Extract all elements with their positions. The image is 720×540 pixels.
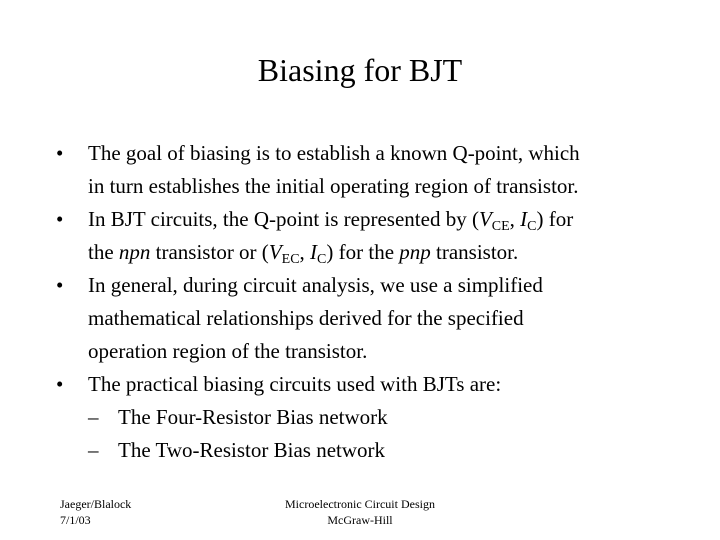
footer-book	[0, 496, 720, 528]
bullet-icon: •	[56, 141, 64, 165]
text-run: ,	[509, 207, 521, 231]
bullet-item-goal	[56, 137, 676, 203]
text-run: In BJT circuits, the Q-point is represented by (	[88, 207, 479, 231]
bullet-line: in turn establishes the initial operating region of transistor.	[88, 174, 579, 198]
bullet-item-qpoint	[56, 203, 676, 269]
pnp-text: pnp	[399, 240, 431, 264]
footer-authors-line: Jaeger/Blalock	[60, 497, 132, 511]
footer-book-title: Microelectronic Circuit Design	[285, 497, 435, 511]
npn-text: npn	[118, 240, 151, 264]
bullet-item-circuits	[56, 368, 676, 401]
text-run: ) for the	[326, 240, 400, 264]
text-run: transistor.	[430, 240, 519, 264]
var-v: V	[268, 240, 282, 264]
text-run: ) for	[536, 207, 574, 231]
subscript-ce: CE	[491, 219, 510, 234]
bullet-line: The practical biasing circuits used with BJTs are:	[88, 372, 502, 396]
footer-date-line: 7/1/03	[60, 513, 91, 527]
bullet-icon: •	[56, 207, 64, 231]
sub-item-label: The Four-Resistor Bias network	[118, 405, 388, 429]
slide-title: Biasing for BJT	[257, 52, 463, 88]
bullet-line: mathematical relationships derived for the specified	[88, 306, 524, 330]
bullet-item-analysis	[56, 269, 676, 368]
dash-icon: –	[88, 405, 99, 429]
text-run: transistor or (	[150, 240, 269, 264]
footer-publisher: McGraw-Hill	[327, 513, 393, 527]
bullet-icon: •	[56, 273, 64, 297]
var-i: I	[520, 207, 528, 231]
bullet-line	[88, 236, 676, 269]
sub-item-four-resistor	[56, 401, 676, 434]
bullet-line: The goal of biasing is to establish a known Q-point, which	[88, 141, 580, 165]
subscript-ec: EC	[281, 252, 300, 267]
sub-item-two-resistor	[56, 434, 676, 467]
bullet-icon: •	[56, 372, 64, 396]
text-run: the	[88, 240, 119, 264]
slide-body	[56, 137, 676, 467]
dash-icon: –	[88, 438, 99, 462]
bullet-line	[88, 203, 676, 236]
sub-item-label: The Two-Resistor Bias network	[118, 438, 386, 462]
bullet-line: In general, during circuit analysis, we use a simplified	[88, 273, 543, 297]
bullet-line: operation region of the transistor.	[88, 339, 368, 363]
subscript-c: C	[527, 219, 537, 234]
text-run: ,	[299, 240, 311, 264]
var-i: I	[310, 240, 318, 264]
var-v: V	[478, 207, 492, 231]
subscript-c: C	[317, 252, 327, 267]
